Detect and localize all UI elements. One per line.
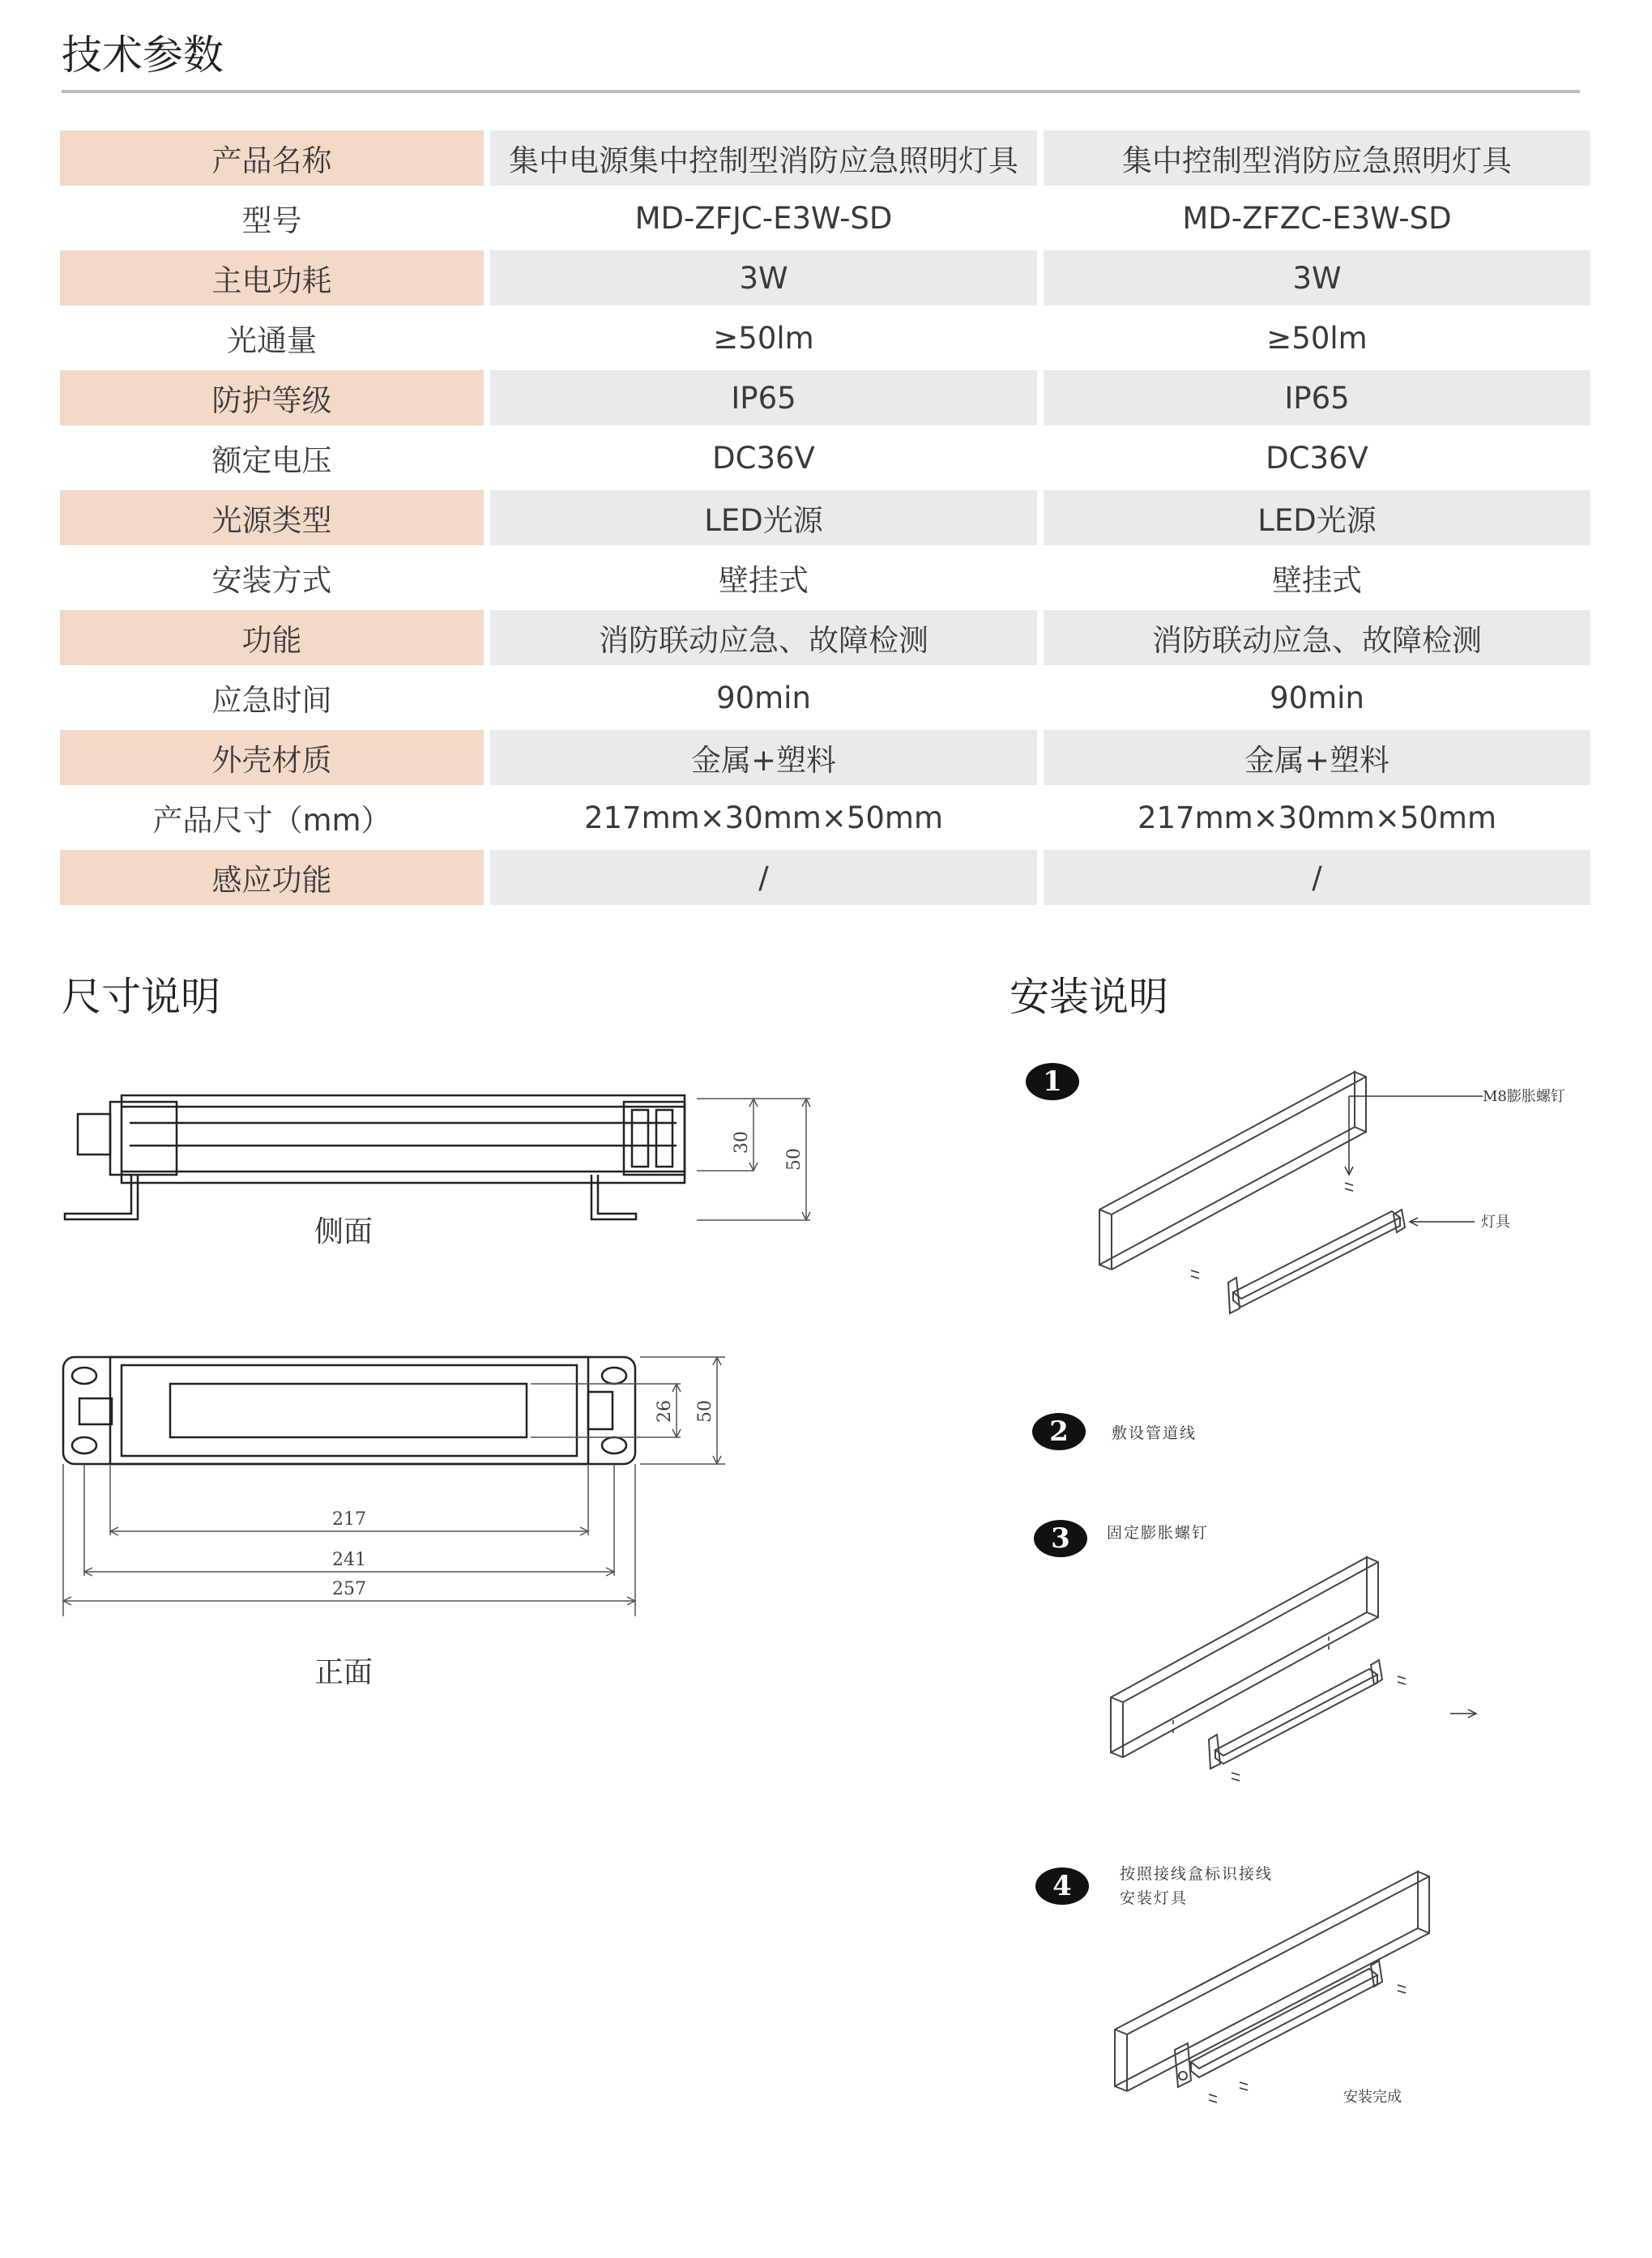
- row-value-1: 217mm×30mm×50mm: [583, 800, 944, 835]
- front-dim-50: 50: [695, 1400, 715, 1423]
- row-label: 光源类型: [60, 490, 484, 545]
- row-label: 应急时间: [211, 683, 332, 718]
- step-4-note: 安装完成: [1343, 2089, 1402, 2106]
- row-label: 产品名称: [60, 130, 484, 186]
- specs-title: 技术参数: [62, 32, 224, 79]
- step-1-illustration: [1086, 1065, 1565, 1349]
- row-label: 产品尺寸（mm）: [152, 803, 391, 838]
- step-4-text-line2: 安装灯具: [1120, 1889, 1189, 1907]
- row-value-2: 217mm×30mm×50mm: [1137, 800, 1497, 835]
- row-label: 安装方式: [211, 563, 332, 598]
- row-label: 光通量: [227, 323, 317, 358]
- row-value-2: 集中控制型消防应急照明灯具: [1044, 130, 1590, 186]
- step-4-illustration: [1118, 1863, 1523, 2171]
- step-3-text: 固定膨胀螺钉: [1107, 1524, 1210, 1542]
- row-value-1: MD-ZFJC-E3W-SD: [634, 200, 893, 236]
- row-value-2: 金属+塑料: [1044, 730, 1590, 785]
- row-value-2: 3W: [1044, 250, 1590, 305]
- row-value-1: /: [490, 850, 1037, 905]
- row-value-1: 金属+塑料: [490, 730, 1037, 785]
- row-label: 功能: [60, 610, 484, 665]
- row-value-1: DC36V: [712, 440, 815, 476]
- callout-lamp: 灯具: [1481, 1214, 1510, 1231]
- row-value-1: 集中电源集中控制型消防应急照明灯具: [490, 130, 1037, 186]
- row-value-1: ≥50lm: [713, 320, 814, 356]
- front-dim-217: 217: [332, 1509, 366, 1530]
- front-dim-241: 241: [332, 1550, 366, 1570]
- front-dim-257: 257: [332, 1579, 366, 1599]
- row-value-2: 消防联动应急、故障检测: [1044, 610, 1590, 665]
- step-1-badge: 1: [1026, 1063, 1079, 1100]
- row-value-2: IP65: [1044, 370, 1590, 425]
- side-view-drawing: [57, 1078, 835, 1231]
- row-label: 型号: [241, 203, 302, 238]
- title-divider: [62, 90, 1580, 93]
- row-value-2: MD-ZFZC-E3W-SD: [1182, 200, 1452, 236]
- step-2-badge: 2: [1032, 1413, 1086, 1450]
- row-value-2: /: [1044, 850, 1590, 905]
- step-4-badge: 4: [1035, 1867, 1089, 1905]
- row-value-1: 3W: [490, 250, 1037, 305]
- row-value-2: 壁挂式: [1272, 563, 1362, 598]
- row-value-2: LED光源: [1044, 490, 1590, 545]
- row-value-1: 壁挂式: [719, 563, 809, 598]
- callout-anchor: M8膨胀螺钉: [1483, 1088, 1565, 1105]
- side-dim-30: 30: [732, 1131, 752, 1154]
- row-label: 额定电压: [211, 443, 332, 478]
- row-value-1: LED光源: [490, 490, 1037, 545]
- row-value-1: 90min: [716, 680, 811, 715]
- row-value-2: DC36V: [1266, 440, 1368, 476]
- row-label: 主电功耗: [60, 250, 484, 305]
- front-dim-26: 26: [655, 1400, 675, 1423]
- front-view-drawing: [57, 1337, 753, 1604]
- row-label: 防护等级: [60, 370, 484, 425]
- step-4-text-line1: 按照接线盒标识接线: [1120, 1865, 1274, 1883]
- front-view-label: 正面: [314, 1656, 374, 1689]
- front-view-overall-dim: [57, 1580, 753, 1620]
- row-label: 外壳材质: [60, 730, 484, 785]
- row-label: 感应功能: [60, 850, 484, 905]
- side-dim-50: 50: [784, 1148, 805, 1171]
- row-value-2: ≥50lm: [1266, 320, 1368, 356]
- row-value-1: IP65: [490, 370, 1037, 425]
- step-3-illustration: [1102, 1552, 1507, 1827]
- row-value-1: 消防联动应急、故障检测: [490, 610, 1037, 665]
- step-2-text: 敷设管道线: [1112, 1424, 1197, 1442]
- step-3-badge: 3: [1034, 1520, 1087, 1557]
- installation-title: 安装说明: [1010, 974, 1169, 1020]
- row-value-2: 90min: [1270, 680, 1364, 715]
- side-view-label: 侧面: [314, 1215, 374, 1249]
- dimensions-title: 尺寸说明: [62, 974, 221, 1020]
